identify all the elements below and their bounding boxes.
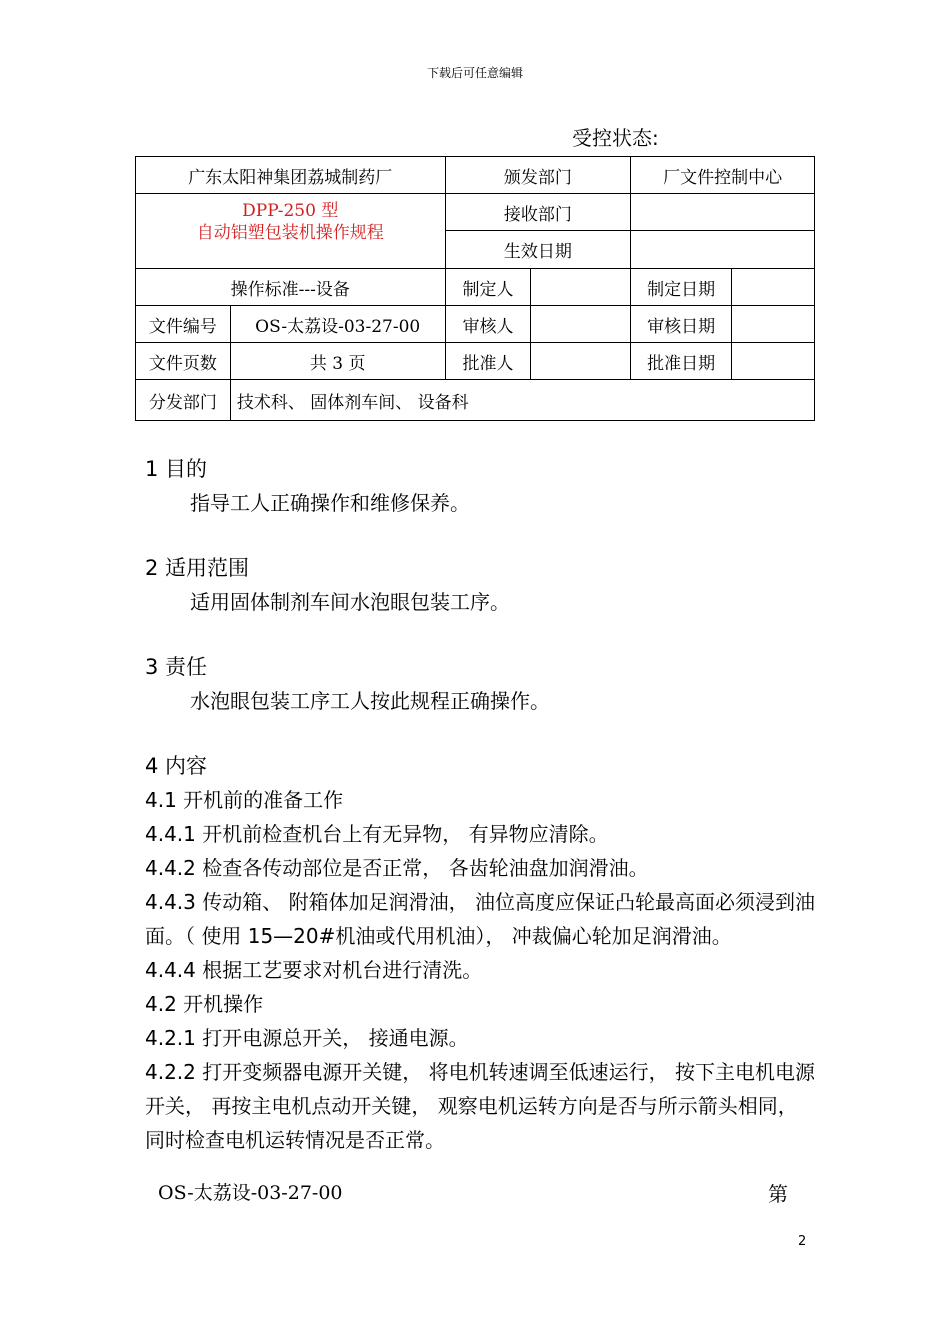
document-info-table — [135, 156, 815, 421]
receive-dept-label: 接收部门 — [445, 194, 631, 231]
issue-dept-label: 颁发部门 — [445, 157, 631, 194]
section-4-2: 4.2 开机操作 — [145, 992, 264, 1016]
reviewer-label: 审核人 — [445, 306, 531, 343]
doc-no-label: 文件编号 — [136, 306, 231, 343]
approve-date-value — [732, 343, 815, 380]
footer-doc-code: OS-太荔设-03-27-00 — [158, 1182, 343, 1204]
section-2-body: 适用固体制剂车间水泡眼包装工序。 — [190, 590, 510, 614]
company-name: 广东太阳神集团荔城制药厂 — [136, 157, 446, 194]
review-date-value — [732, 306, 815, 343]
approve-date-label: 批准日期 — [631, 343, 732, 380]
drafter-label: 制定人 — [445, 269, 531, 306]
section-1-body: 指导工人正确操作和维修保养。 — [190, 491, 470, 515]
section-4-2-2: 4.2.2 打开变频器电源开关键， 将电机转速调至低速运行， 按下主电机电源开关， 再按主电机点动开关键， 观察电机运转方向是否与所示箭头相同， 同时检查电机运转情况是否正常。 — [145, 1060, 815, 1152]
section-3-body: 水泡眼包装工序工人按此规程正确操作。 — [190, 689, 550, 713]
doc-no-value: OS-太荔设-03-27-00 — [230, 306, 445, 343]
pages-value: 共 3 页 — [230, 343, 445, 380]
issue-dept-value: 厂文件控制中心 — [631, 157, 815, 194]
reviewer-value — [531, 306, 631, 343]
distribution-label: 分发部门 — [136, 380, 231, 421]
document-title-line2: 自动铝塑包装机操作规程 — [196, 223, 384, 243]
approver-label: 批准人 — [445, 343, 531, 380]
section-3-title: 3 责任 — [145, 655, 208, 679]
control-status-label: 受控状态: — [572, 126, 659, 150]
section-4-4-2: 4.4.2 检查各传动部位是否正常， 各齿轮油盘加润滑油。 — [145, 856, 649, 880]
distribution-value: 技术科、 固体剂车间、 设备科 — [230, 380, 814, 421]
page-number: 2 — [798, 1234, 807, 1249]
section-1-title: 1 目的 — [145, 457, 208, 481]
document-title-line1: DPP-250 型 — [242, 201, 339, 221]
section-2-title: 2 适用范围 — [145, 556, 250, 580]
header-note: 下载后可任意编辑 — [426, 66, 523, 80]
effective-date-value — [631, 231, 815, 269]
section-4-title: 4 内容 — [145, 754, 208, 778]
review-date-label: 审核日期 — [631, 306, 732, 343]
approver-value — [531, 343, 631, 380]
draft-date-label: 制定日期 — [631, 269, 732, 306]
drafter-value — [531, 269, 631, 306]
section-4-4-4: 4.4.4 根据工艺要求对机台进行清洗。 — [145, 958, 483, 982]
footer-page-word: 第 — [768, 1182, 788, 1206]
standard-type: 操作标准---设备 — [136, 269, 446, 306]
section-4-1: 4.1 开机前的准备工作 — [145, 788, 344, 812]
section-4-4-3: 4.4.3 传动箱、 附箱体加足润滑油， 油位高度应保证凸轮最高面必须浸到油面。（ 使用 15—20#机油或代用机油）， 冲裁偏心轮加足润滑油。 — [145, 890, 815, 948]
section-4-4-1: 4.4.1 开机前检查机台上有无异物， 有异物应清除。 — [145, 822, 609, 846]
draft-date-value — [732, 269, 815, 306]
section-4-2-1: 4.2.1 打开电源总开关， 接通电源。 — [145, 1026, 469, 1050]
document-title — [136, 194, 446, 269]
receive-dept-value — [631, 194, 815, 231]
effective-date-label: 生效日期 — [445, 231, 631, 269]
pages-label: 文件页数 — [136, 343, 231, 380]
document-body — [145, 452, 815, 1157]
